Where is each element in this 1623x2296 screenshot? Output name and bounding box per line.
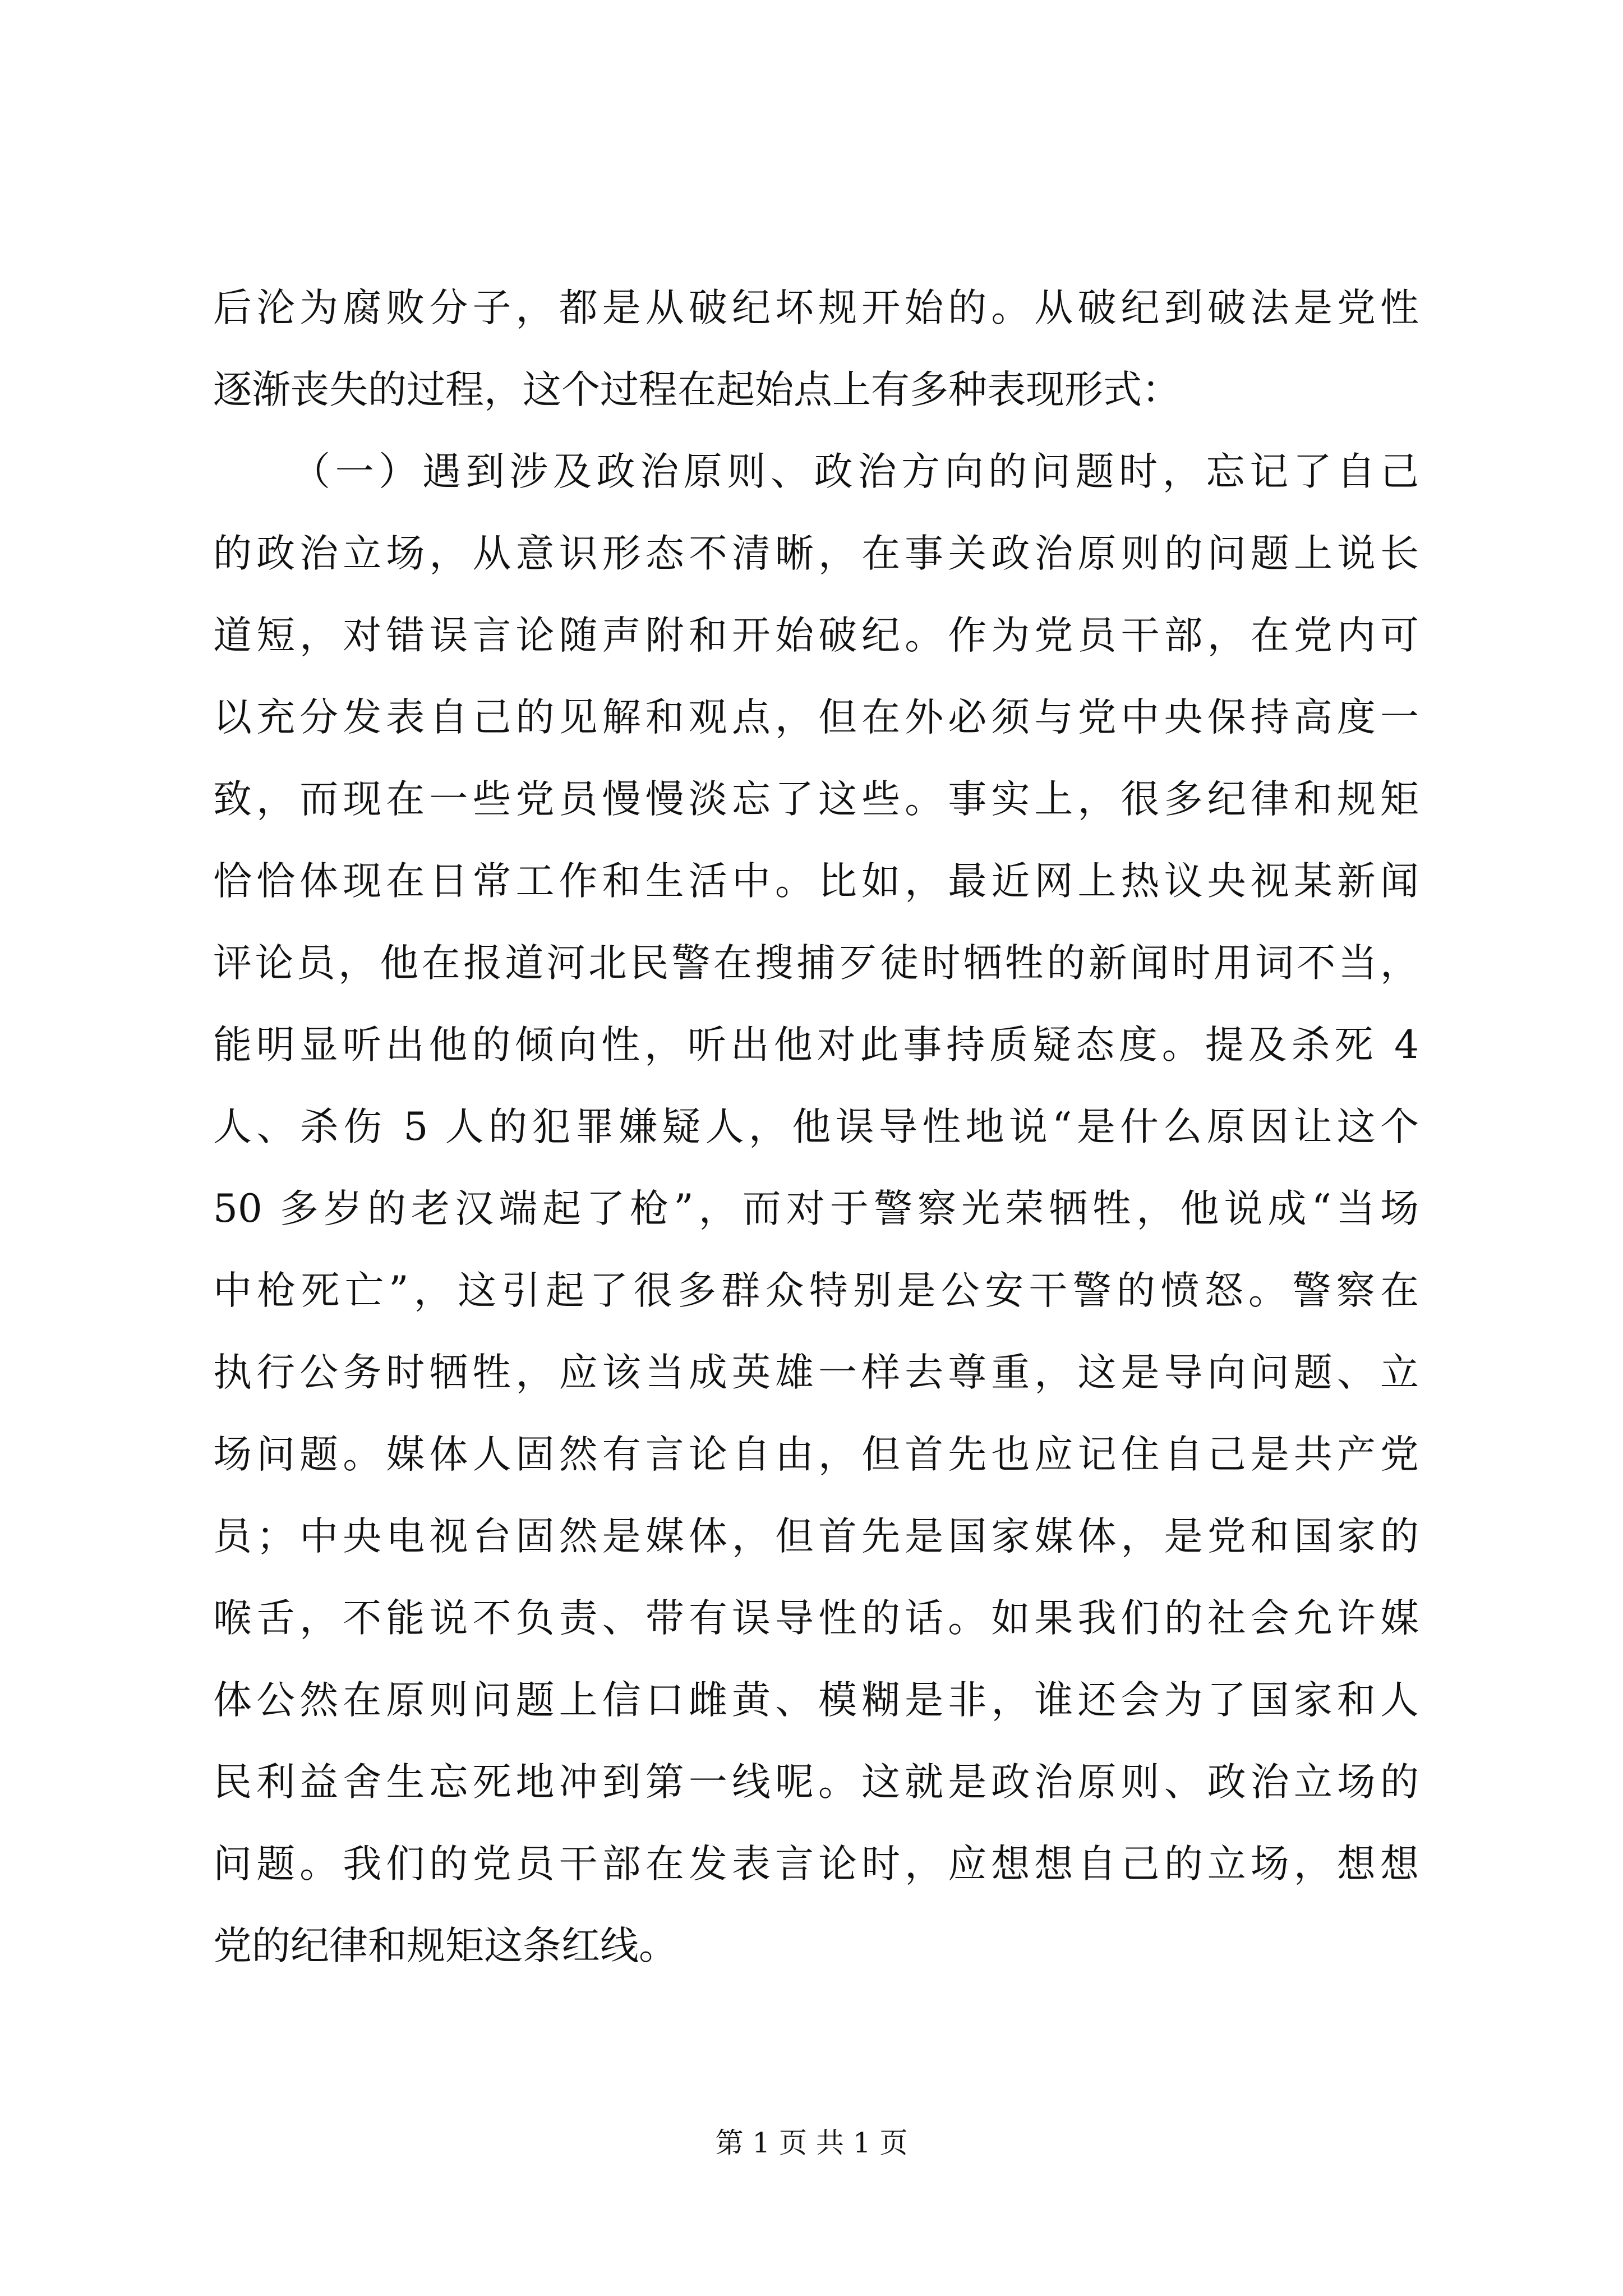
- text-line: 评论员，他在报道河北民警在搜捕歹徒时牺牲的新闻时用词不当，: [213, 941, 1419, 986]
- text-line: 逐渐丧失的过程，这个过程在起始点上有多种表现形式：: [213, 367, 1181, 412]
- text-line: 恰恰体现在日常工作和生活中。比如，最近网上热议央视某新闻: [213, 859, 1419, 904]
- page-number-label: 第 1 页 共 1 页: [715, 2127, 908, 2159]
- text-line: 员；中央电视台固然是媒体，但首先是国家媒体，是党和国家的: [213, 1514, 1419, 1559]
- text-line: 致，而现在一些党员慢慢淡忘了这些。事实上，很多纪律和规矩: [213, 777, 1419, 822]
- text-line: 民利益舍生忘死地冲到第一线呢。这就是政治原则、政治立场的: [213, 1760, 1419, 1805]
- text-line: 以充分发表自己的见解和观点，但在外必须与党中央保持高度一: [213, 695, 1419, 740]
- text-line: 体公然在原则问题上信口雌黄、模糊是非，谁还会为了国家和人: [213, 1678, 1419, 1723]
- text-line: 问题。我们的党员干部在发表言论时，应想想自己的立场，想想: [213, 1842, 1419, 1887]
- text-line: 的政治立场，从意识形态不清晰，在事关政治原则的问题上说长: [213, 531, 1419, 576]
- text-line: 能明显听出他的倾向性，听出他对此事持质疑态度。提及杀死 4: [213, 1023, 1419, 1068]
- text-line: 后沦为腐败分子，都是从破纪坏规开始的。从破纪到破法是党性: [213, 286, 1419, 330]
- paragraph-heading-line: （一）遇到涉及政治原则、政治方向的问题时，忘记了自己: [292, 449, 1419, 494]
- text-line: 执行公务时牺牲，应该当成英雄一样去尊重，这是导向问题、立: [213, 1350, 1419, 1395]
- text-line: 人、杀伤 5 人的犯罪嫌疑人，他误导性地说“是什么原因让这个: [213, 1105, 1419, 1149]
- page-footer: [0, 2123, 1623, 2162]
- text-line: 中枪死亡”，这引起了很多群众特别是公安干警的愤怒。警察在: [213, 1268, 1419, 1313]
- text-line: 党的纪律和规矩这条红线。: [213, 1924, 677, 1968]
- text-line: 道短，对错误言论随声附和开始破纪。作为党员干部，在党内可: [213, 613, 1419, 658]
- text-line: 喉舌，不能说不负责、带有误导性的话。如果我们的社会允许媒: [213, 1596, 1419, 1641]
- text-line: 50 多岁的老汉端起了枪”，而对于警察光荣牺牲，他说成“当场: [213, 1186, 1419, 1231]
- text-line: 场问题。媒体人固然有言论自由，但首先也应记住自己是共产党: [213, 1432, 1419, 1477]
- body-text: [213, 267, 1419, 1987]
